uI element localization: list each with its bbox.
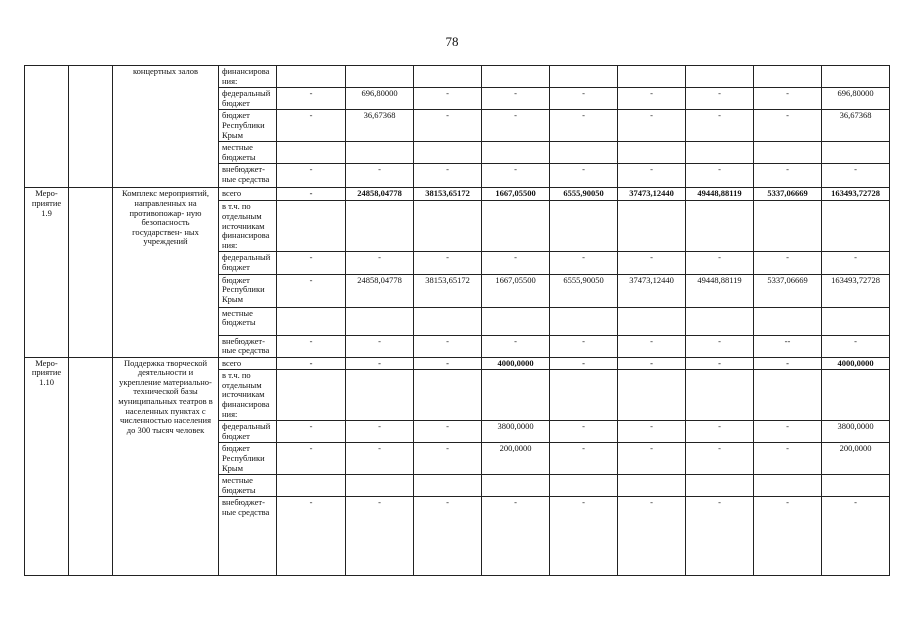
value-cell xyxy=(754,370,822,421)
value-cell xyxy=(550,370,618,421)
value-cell xyxy=(822,142,890,164)
value-cell: 5337,06669 xyxy=(754,274,822,307)
value-cell: - xyxy=(686,164,754,188)
value-cell: - xyxy=(482,252,550,274)
value-cell xyxy=(618,201,686,252)
value-cell: - xyxy=(618,252,686,274)
value-cell: - xyxy=(686,335,754,357)
value-cell xyxy=(754,475,822,497)
value-cell xyxy=(414,66,482,88)
value-cell: - xyxy=(618,110,686,142)
value-cell xyxy=(754,142,822,164)
value-cell: - xyxy=(277,88,346,110)
value-cell: - xyxy=(618,88,686,110)
page-number: 78 xyxy=(445,34,459,49)
value-cell: - xyxy=(277,443,346,475)
value-cell: - xyxy=(822,164,890,188)
value-cell: - xyxy=(686,252,754,274)
value-cell: - xyxy=(754,443,822,475)
value-cell xyxy=(277,66,346,88)
value-cell xyxy=(346,475,414,497)
value-cell: - xyxy=(277,164,346,188)
value-cell xyxy=(414,142,482,164)
value-cell xyxy=(822,307,890,335)
value-cell xyxy=(754,201,822,252)
value-cell: - xyxy=(414,443,482,475)
funding-source-cell: бюджет Республики Крым xyxy=(219,443,277,475)
value-cell: - xyxy=(414,252,482,274)
value-cell: - xyxy=(482,110,550,142)
value-cell: 6555,90050 xyxy=(550,274,618,307)
value-cell: 163493,72728 xyxy=(822,188,890,201)
measure-cell: Меро- приятие 1.10 xyxy=(25,357,69,576)
value-cell: - xyxy=(414,335,482,357)
value-cell: 200,0000 xyxy=(482,443,550,475)
measure-cell: Меро- приятие 1.9 xyxy=(25,188,69,357)
value-cell: - xyxy=(277,421,346,443)
value-cell: - xyxy=(754,88,822,110)
value-cell: 38153,65172 xyxy=(414,274,482,307)
funding-source-cell: внебюджет- ные средства xyxy=(219,335,277,357)
value-cell: - xyxy=(822,252,890,274)
funding-source-cell: местные бюджеты xyxy=(219,142,277,164)
value-cell: - xyxy=(754,164,822,188)
funding-source-cell: бюджет Республики Крым xyxy=(219,110,277,142)
value-cell: 6555,90050 xyxy=(550,188,618,201)
value-cell: - xyxy=(822,497,890,576)
funding-source-cell: всего xyxy=(219,357,277,370)
value-cell xyxy=(618,142,686,164)
value-cell: 163493,72728 xyxy=(822,274,890,307)
value-cell: - xyxy=(277,188,346,201)
value-cell: 696,80000 xyxy=(346,88,414,110)
value-cell: -- xyxy=(754,335,822,357)
value-cell xyxy=(482,201,550,252)
value-cell xyxy=(550,201,618,252)
value-cell xyxy=(822,66,890,88)
value-cell: - xyxy=(346,335,414,357)
value-cell: - xyxy=(346,164,414,188)
value-cell xyxy=(277,370,346,421)
description-cell: Поддержка творческой деятельности и укрепление материально- технической базы муниципальных театров в населенных пунктах с численностью населения до 300 тысяч человек xyxy=(113,357,219,576)
value-cell xyxy=(414,307,482,335)
funding-source-cell: местные бюджеты xyxy=(219,307,277,335)
value-cell: - xyxy=(618,164,686,188)
value-cell xyxy=(482,307,550,335)
value-cell xyxy=(550,66,618,88)
value-cell: - xyxy=(686,88,754,110)
value-cell: - xyxy=(482,497,550,576)
value-cell: - xyxy=(346,497,414,576)
table-row xyxy=(25,66,890,88)
value-cell: - xyxy=(277,110,346,142)
value-cell: - xyxy=(277,274,346,307)
value-cell: - xyxy=(686,357,754,370)
value-cell: - xyxy=(277,357,346,370)
value-cell: 1667,05500 xyxy=(482,274,550,307)
value-cell xyxy=(686,66,754,88)
value-cell: - xyxy=(618,357,686,370)
value-cell: 4000,0000 xyxy=(482,357,550,370)
funding-source-cell: местные бюджеты xyxy=(219,475,277,497)
value-cell: 49448,88119 xyxy=(686,188,754,201)
funding-source-cell: внебюджет- ные средства xyxy=(219,164,277,188)
value-cell xyxy=(346,142,414,164)
value-cell: - xyxy=(414,497,482,576)
value-cell: - xyxy=(618,335,686,357)
value-cell xyxy=(414,201,482,252)
funding-source-cell: всего xyxy=(219,188,277,201)
value-cell xyxy=(414,370,482,421)
value-cell: 1667,05500 xyxy=(482,188,550,201)
value-cell: 200,0000 xyxy=(822,443,890,475)
value-cell xyxy=(550,475,618,497)
executor-cell xyxy=(69,357,113,576)
value-cell xyxy=(686,201,754,252)
value-cell xyxy=(482,370,550,421)
value-cell xyxy=(822,475,890,497)
value-cell: 696,80000 xyxy=(822,88,890,110)
value-cell: - xyxy=(277,335,346,357)
funding-source-cell: внебюджет- ные средства xyxy=(219,497,277,576)
value-cell xyxy=(754,66,822,88)
budget-table xyxy=(24,65,890,576)
value-cell: - xyxy=(754,252,822,274)
value-cell xyxy=(482,142,550,164)
value-cell xyxy=(822,201,890,252)
value-cell xyxy=(277,475,346,497)
value-cell: 5337,06669 xyxy=(754,188,822,201)
value-cell: - xyxy=(618,443,686,475)
value-cell: - xyxy=(277,497,346,576)
value-cell: - xyxy=(754,421,822,443)
funding-source-cell: бюджет Республики Крым xyxy=(219,274,277,307)
value-cell xyxy=(686,307,754,335)
table-row xyxy=(25,188,890,201)
value-cell xyxy=(482,475,550,497)
value-cell: - xyxy=(686,443,754,475)
value-cell xyxy=(618,66,686,88)
value-cell xyxy=(414,475,482,497)
value-cell: - xyxy=(754,497,822,576)
value-cell: 49448,88119 xyxy=(686,274,754,307)
value-cell: 36,67368 xyxy=(346,110,414,142)
table-row xyxy=(25,357,890,370)
value-cell xyxy=(686,475,754,497)
value-cell: - xyxy=(277,252,346,274)
value-cell: 36,67368 xyxy=(822,110,890,142)
funding-source-cell: финансирова ния: xyxy=(219,66,277,88)
funding-source-cell: в т.ч. по отдельным источникам финансирова ния: xyxy=(219,370,277,421)
executor-cell xyxy=(69,188,113,357)
value-cell: - xyxy=(686,421,754,443)
value-cell: - xyxy=(346,252,414,274)
value-cell xyxy=(822,370,890,421)
value-cell: 3800,0000 xyxy=(822,421,890,443)
value-cell xyxy=(550,142,618,164)
value-cell xyxy=(277,307,346,335)
description-cell: концертных залов xyxy=(113,66,219,188)
value-cell: - xyxy=(550,252,618,274)
value-cell: - xyxy=(686,110,754,142)
value-cell: - xyxy=(550,164,618,188)
value-cell xyxy=(482,66,550,88)
value-cell: - xyxy=(482,164,550,188)
value-cell: - xyxy=(346,357,414,370)
value-cell xyxy=(346,307,414,335)
value-cell: 4000,0000 xyxy=(822,357,890,370)
value-cell: - xyxy=(414,88,482,110)
value-cell xyxy=(686,370,754,421)
value-cell: - xyxy=(346,443,414,475)
value-cell: - xyxy=(754,357,822,370)
value-cell xyxy=(346,66,414,88)
funding-source-cell: в т.ч. по отдельным источникам финансирова ния: xyxy=(219,201,277,252)
value-cell: - xyxy=(754,110,822,142)
value-cell: - xyxy=(414,110,482,142)
value-cell xyxy=(618,370,686,421)
value-cell: - xyxy=(550,88,618,110)
value-cell: 24858,04778 xyxy=(346,188,414,201)
value-cell: 38153,65172 xyxy=(414,188,482,201)
value-cell xyxy=(346,370,414,421)
funding-source-cell: федеральный бюджет xyxy=(219,88,277,110)
value-cell: 37473,12440 xyxy=(618,274,686,307)
value-cell xyxy=(754,307,822,335)
value-cell xyxy=(346,201,414,252)
funding-source-cell: федеральный бюджет xyxy=(219,421,277,443)
value-cell: - xyxy=(550,110,618,142)
value-cell: 24858,04778 xyxy=(346,274,414,307)
value-cell: - xyxy=(482,335,550,357)
funding-source-cell: федеральный бюджет xyxy=(219,252,277,274)
value-cell: - xyxy=(618,421,686,443)
value-cell xyxy=(277,201,346,252)
value-cell: - xyxy=(482,88,550,110)
value-cell: 37473,12440 xyxy=(618,188,686,201)
value-cell: - xyxy=(414,357,482,370)
value-cell: - xyxy=(550,421,618,443)
executor-cell xyxy=(69,66,113,188)
value-cell xyxy=(277,142,346,164)
value-cell: - xyxy=(550,357,618,370)
value-cell: - xyxy=(822,335,890,357)
value-cell: - xyxy=(686,497,754,576)
value-cell: - xyxy=(550,443,618,475)
value-cell: - xyxy=(550,335,618,357)
value-cell xyxy=(686,142,754,164)
measure-cell xyxy=(25,66,69,188)
value-cell: 3800,0000 xyxy=(482,421,550,443)
value-cell: - xyxy=(618,497,686,576)
value-cell: - xyxy=(414,164,482,188)
description-cell: Комплекс мероприятий, направленных на противопожар- ную безопасность государствен- ных учреждений xyxy=(113,188,219,357)
value-cell xyxy=(618,307,686,335)
value-cell xyxy=(550,307,618,335)
value-cell: - xyxy=(550,497,618,576)
value-cell: - xyxy=(346,421,414,443)
value-cell xyxy=(618,475,686,497)
value-cell: - xyxy=(414,421,482,443)
